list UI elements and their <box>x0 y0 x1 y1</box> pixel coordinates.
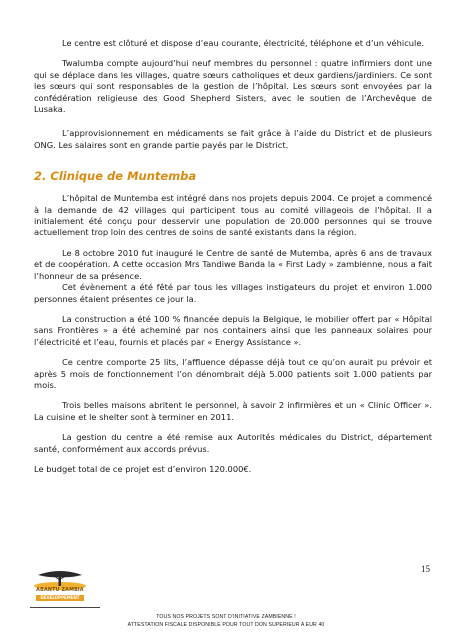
page-number: 15 <box>421 564 430 574</box>
footer-line-2: ATTESTATION FISCALE DISPONIBLE POUR TOUT DON SUPERIEUR A EUR 40 <box>127 622 325 628</box>
paragraph-infrastructure: Le centre est clôturé et dispose d’eau courante, électricité, téléphone et d’un véhicule. <box>62 38 425 48</box>
paragraph-inauguration: Le 8 octobre 2010 fut inauguré le Centre de santé de Mutemba, après 6 ans de travaux et de coopération. A cette occasion Mrs Tandiwe Banda la « First Lady » zambienne, nous a fait l’honneur de sa présence. <box>34 247 432 281</box>
paragraph-housing: Trois belles maisons abritent le personnel, à savoir 2 infirmières et un « Clinic Officer ». La cuisine et le shelter sont à terminer en 2011. <box>34 400 432 422</box>
paragraph-celebration: Cet évènement a été fêté par tous les villages instigateurs du projet et environ 1.000 personnes étaient présentes ce jour la. <box>34 282 432 304</box>
paragraph-construction: La construction a été 100 % financée depuis la Belgique, le mobilier offert par « Hôpital sans Frontières » a été acheminé par nos containers ainsi que les panneaux solaires pour l’électricité et l’eau, fournis et placés par « Energy Assistance ». <box>34 313 432 347</box>
paragraph-staff: Twalumba compte aujourd’hui neuf membres du personnel : quatre infirmiers dont une qui se déplace dans les villages, quatre sœurs catholiques et deux gardiens/jardiniers. Ce sont les sœurs qui sont responsables de la gestion de l’hôpital. Les sœurs sont envoyées par la confédération religieuse des Good Shepherd Sisters, avec le soutien de l’Archevêque de Lusaka. <box>34 58 432 115</box>
paragraph-management: La gestion du centre a été remise aux Autorités médicales du District, département santé, conformément aux accords prévus. <box>34 432 432 454</box>
logo-name: ABANTU ZAMBIA <box>36 588 84 593</box>
logo-tagline: DEVELOPPEMENT <box>36 595 84 601</box>
paragraph-capacity: Ce centre comporte 25 lits, l’affluence dépasse déjà tout ce qu’on aurait pu prévoir et après 5 mois de fonctionnement l’on dénombrait déjà 5.000 patients soit 1.000 patients par mois. <box>34 357 432 390</box>
footer-divider <box>30 607 100 608</box>
paragraph-history: L’hôpital de Muntemba est intégré dans nos projets depuis 2004. Ce projet a commencé à la demande de 42 villages qui participent tous au comité villageois de l’hôpital. Il a initialement été conçu pour desservir une population de 20.000 personnes qui se trouve actuellement trop loin des centres de soins de santé existants dans la région. <box>34 193 432 238</box>
organization-logo <box>30 566 90 606</box>
paragraph-supplies: L’approvisionnement en médicaments se fait grâce à l’aide du District et de plusieurs ONG. Les salaires sont en grande partie payés par le District. <box>34 128 432 150</box>
document-page <box>34 38 432 475</box>
section-heading: 2. Clinique de Muntemba <box>34 169 197 184</box>
paragraph-budget: Le budget total de ce projet est d’environ 120.000€. <box>34 463 252 474</box>
footer-line-1: TOUS NOS PROJETS SONT D’INITIATIVE ZAMBIENNE ! <box>156 614 296 620</box>
acacia-tree-logo-icon <box>30 566 90 590</box>
